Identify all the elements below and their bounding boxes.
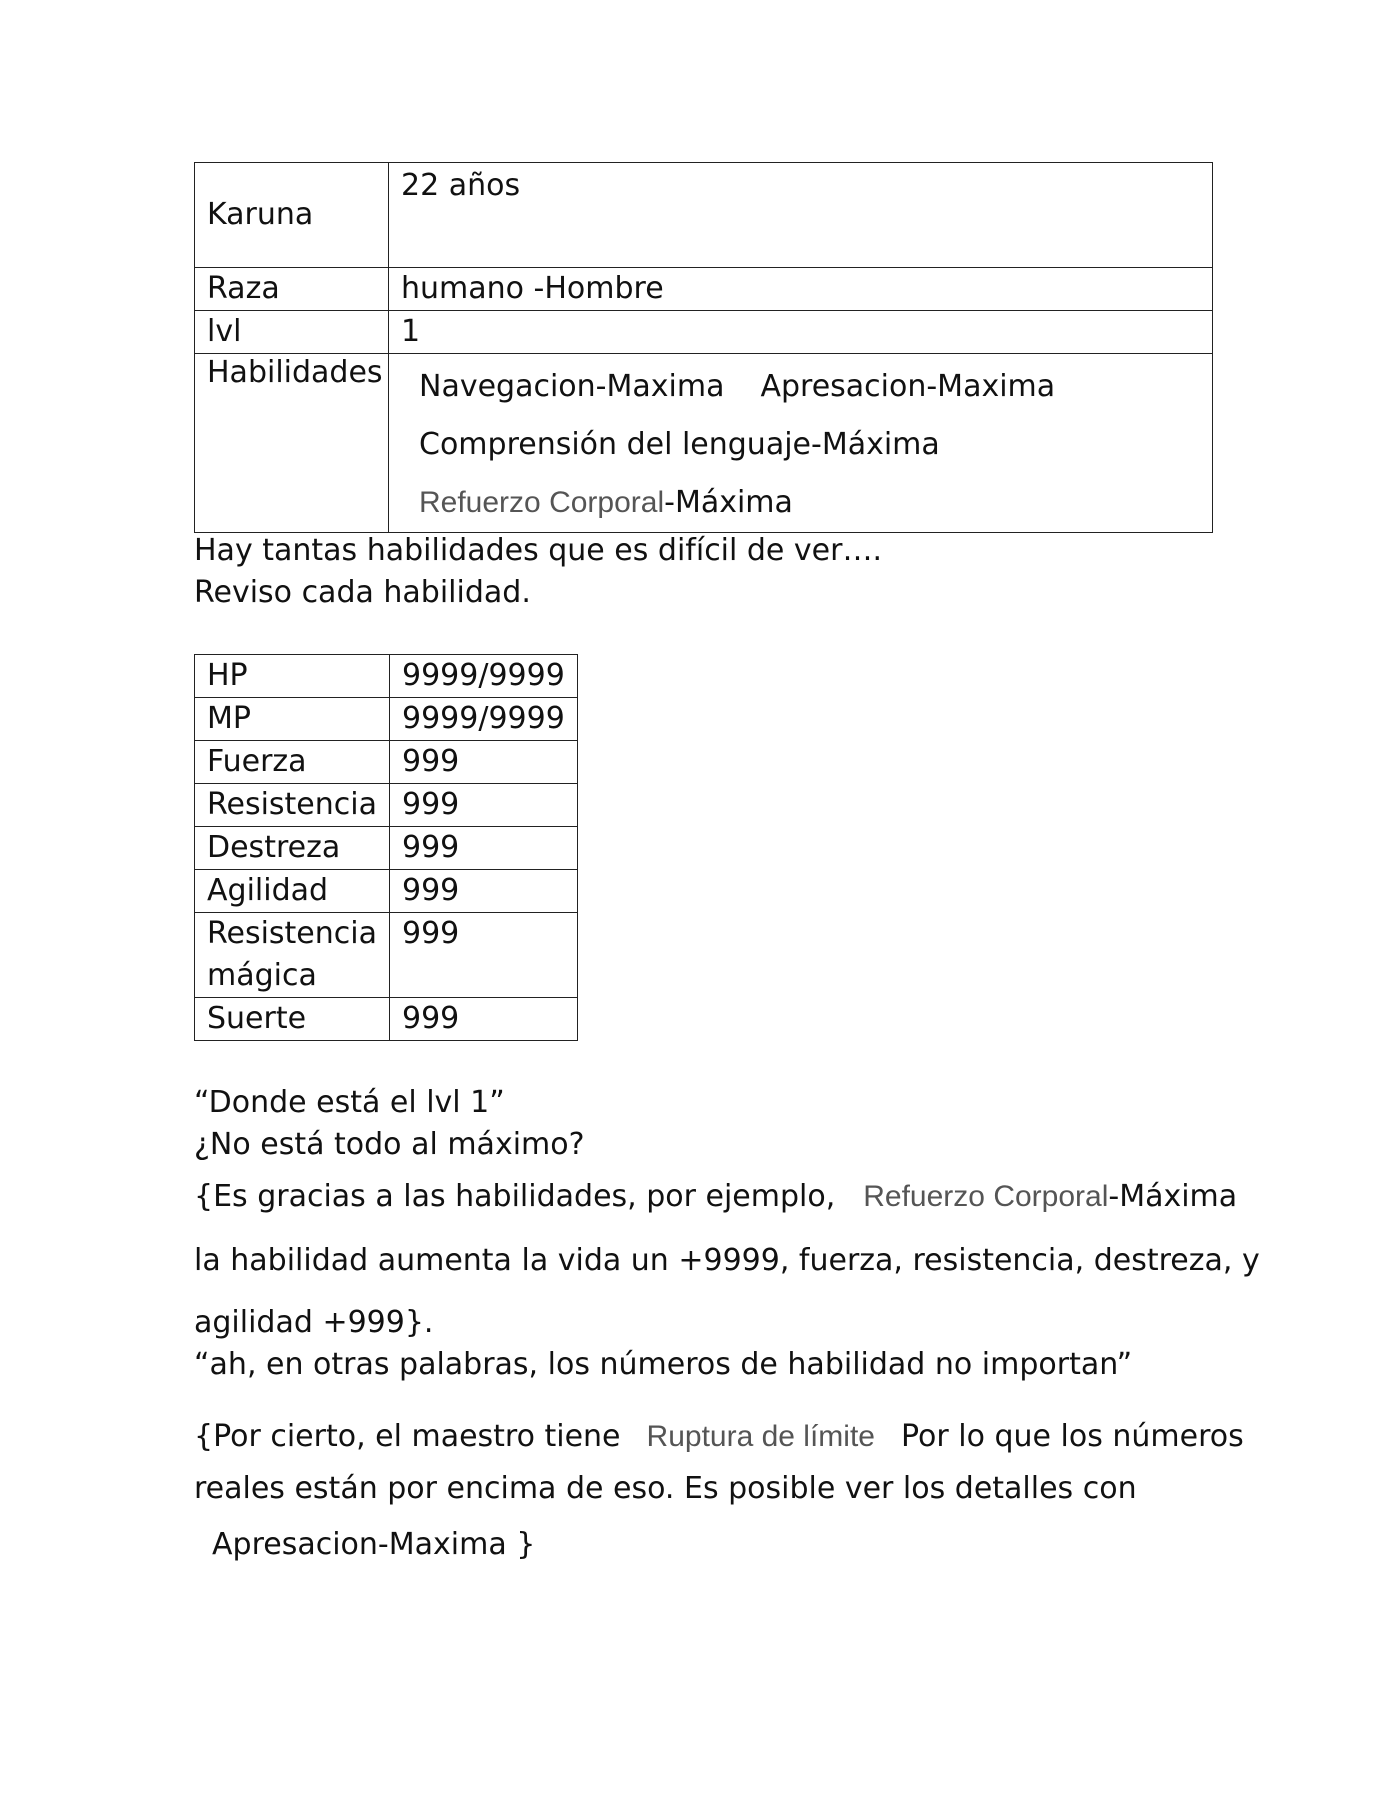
- character-name: Karuna: [195, 163, 389, 268]
- refuerzo-skill-reference: Refuerzo Corporal: [863, 1180, 1109, 1213]
- stat-row: [195, 741, 578, 784]
- stat-value: 999: [390, 741, 578, 784]
- intro-line-2: Reviso cada habilidad.: [194, 575, 531, 610]
- profile-row-name: [195, 163, 1213, 268]
- dialogue-line-4: la habilidad aumenta la vida un +9999, fuerza, resistencia, destreza, y: [194, 1243, 1260, 1278]
- stat-value: 999: [390, 998, 578, 1041]
- dialogue-line-3-start: {Es gracias a las habilidades, por ejemplo,: [194, 1179, 836, 1214]
- stat-row: [195, 913, 578, 998]
- intro-paragraph: [194, 530, 882, 614]
- dialogue-line-2: ¿No está todo al máximo?: [194, 1127, 585, 1162]
- skill-comprension: Comprensión del lenguaje-Máxima: [419, 427, 940, 462]
- skills-label: Habilidades: [195, 354, 389, 533]
- stat-label: HP: [195, 655, 390, 698]
- dialogue-line-7-start: {Por cierto, el maestro tiene: [194, 1419, 621, 1454]
- dialogue-line-9: Apresacion-Maxima }: [212, 1527, 536, 1562]
- stat-label: Fuerza: [195, 741, 390, 784]
- stat-value: 999: [390, 913, 578, 998]
- stat-label: Suerte: [195, 998, 390, 1041]
- stat-value: 9999/9999: [390, 655, 578, 698]
- character-age: 22 años: [389, 163, 1213, 268]
- race-label: Raza: [195, 268, 389, 311]
- stat-row: [195, 698, 578, 741]
- profile-row-race: [195, 268, 1213, 311]
- race-value: humano -Hombre: [389, 268, 1213, 311]
- dialogue-line-8: reales están por encima de eso. Es posible ver los detalles con: [194, 1471, 1137, 1506]
- skill-apresacion: Apresacion-Maxima: [760, 369, 1056, 404]
- skill-navegacion: Navegacion-Maxima: [419, 369, 725, 404]
- stat-row: [195, 655, 578, 698]
- dialogue-line-7-end: Por lo que los números: [900, 1419, 1244, 1454]
- stats-table: [194, 654, 578, 1041]
- profile-row-level: [195, 311, 1213, 354]
- skill-refuerzo: Refuerzo Corporal: [419, 486, 665, 519]
- skills-list: [389, 354, 1213, 533]
- dialogue-line-5: agilidad +999}.: [194, 1305, 434, 1340]
- stat-row: [195, 998, 578, 1041]
- stat-label: MP: [195, 698, 390, 741]
- ruptura-skill-reference: Ruptura de límite: [646, 1420, 875, 1453]
- stat-label: Agilidad: [195, 870, 390, 913]
- dialogue-line-6: “ah, en otras palabras, los números de habilidad no importan”: [194, 1347, 1133, 1382]
- stat-row: [195, 870, 578, 913]
- stat-value: 999: [390, 870, 578, 913]
- stat-value: 9999/9999: [390, 698, 578, 741]
- dialogue-line-3: [194, 1176, 1237, 1218]
- stat-value: 999: [390, 784, 578, 827]
- profile-row-skills: [195, 354, 1213, 533]
- character-profile-table: [194, 162, 1213, 533]
- dialogue-line-7: [194, 1416, 1244, 1458]
- level-label: lvl: [195, 311, 389, 354]
- stat-label: Resistencia: [195, 784, 390, 827]
- stat-value: 999: [390, 827, 578, 870]
- dialogue-line-3-end: -Máxima: [1108, 1179, 1238, 1214]
- dialogue-line-1: “Donde está el lvl 1”: [194, 1085, 505, 1120]
- level-value: 1: [389, 311, 1213, 354]
- skills-line-2: [419, 416, 1200, 474]
- stat-row: [195, 784, 578, 827]
- skill-refuerzo-suffix: -Máxima: [664, 485, 793, 520]
- stat-label: Destreza: [195, 827, 390, 870]
- stat-label: Resistencia mágica: [195, 913, 390, 998]
- stat-row: [195, 827, 578, 870]
- skills-line-1: [419, 358, 1200, 416]
- skills-line-3: [419, 474, 1200, 532]
- intro-line-1: Hay tantas habilidades que es difícil de ver….: [194, 533, 883, 568]
